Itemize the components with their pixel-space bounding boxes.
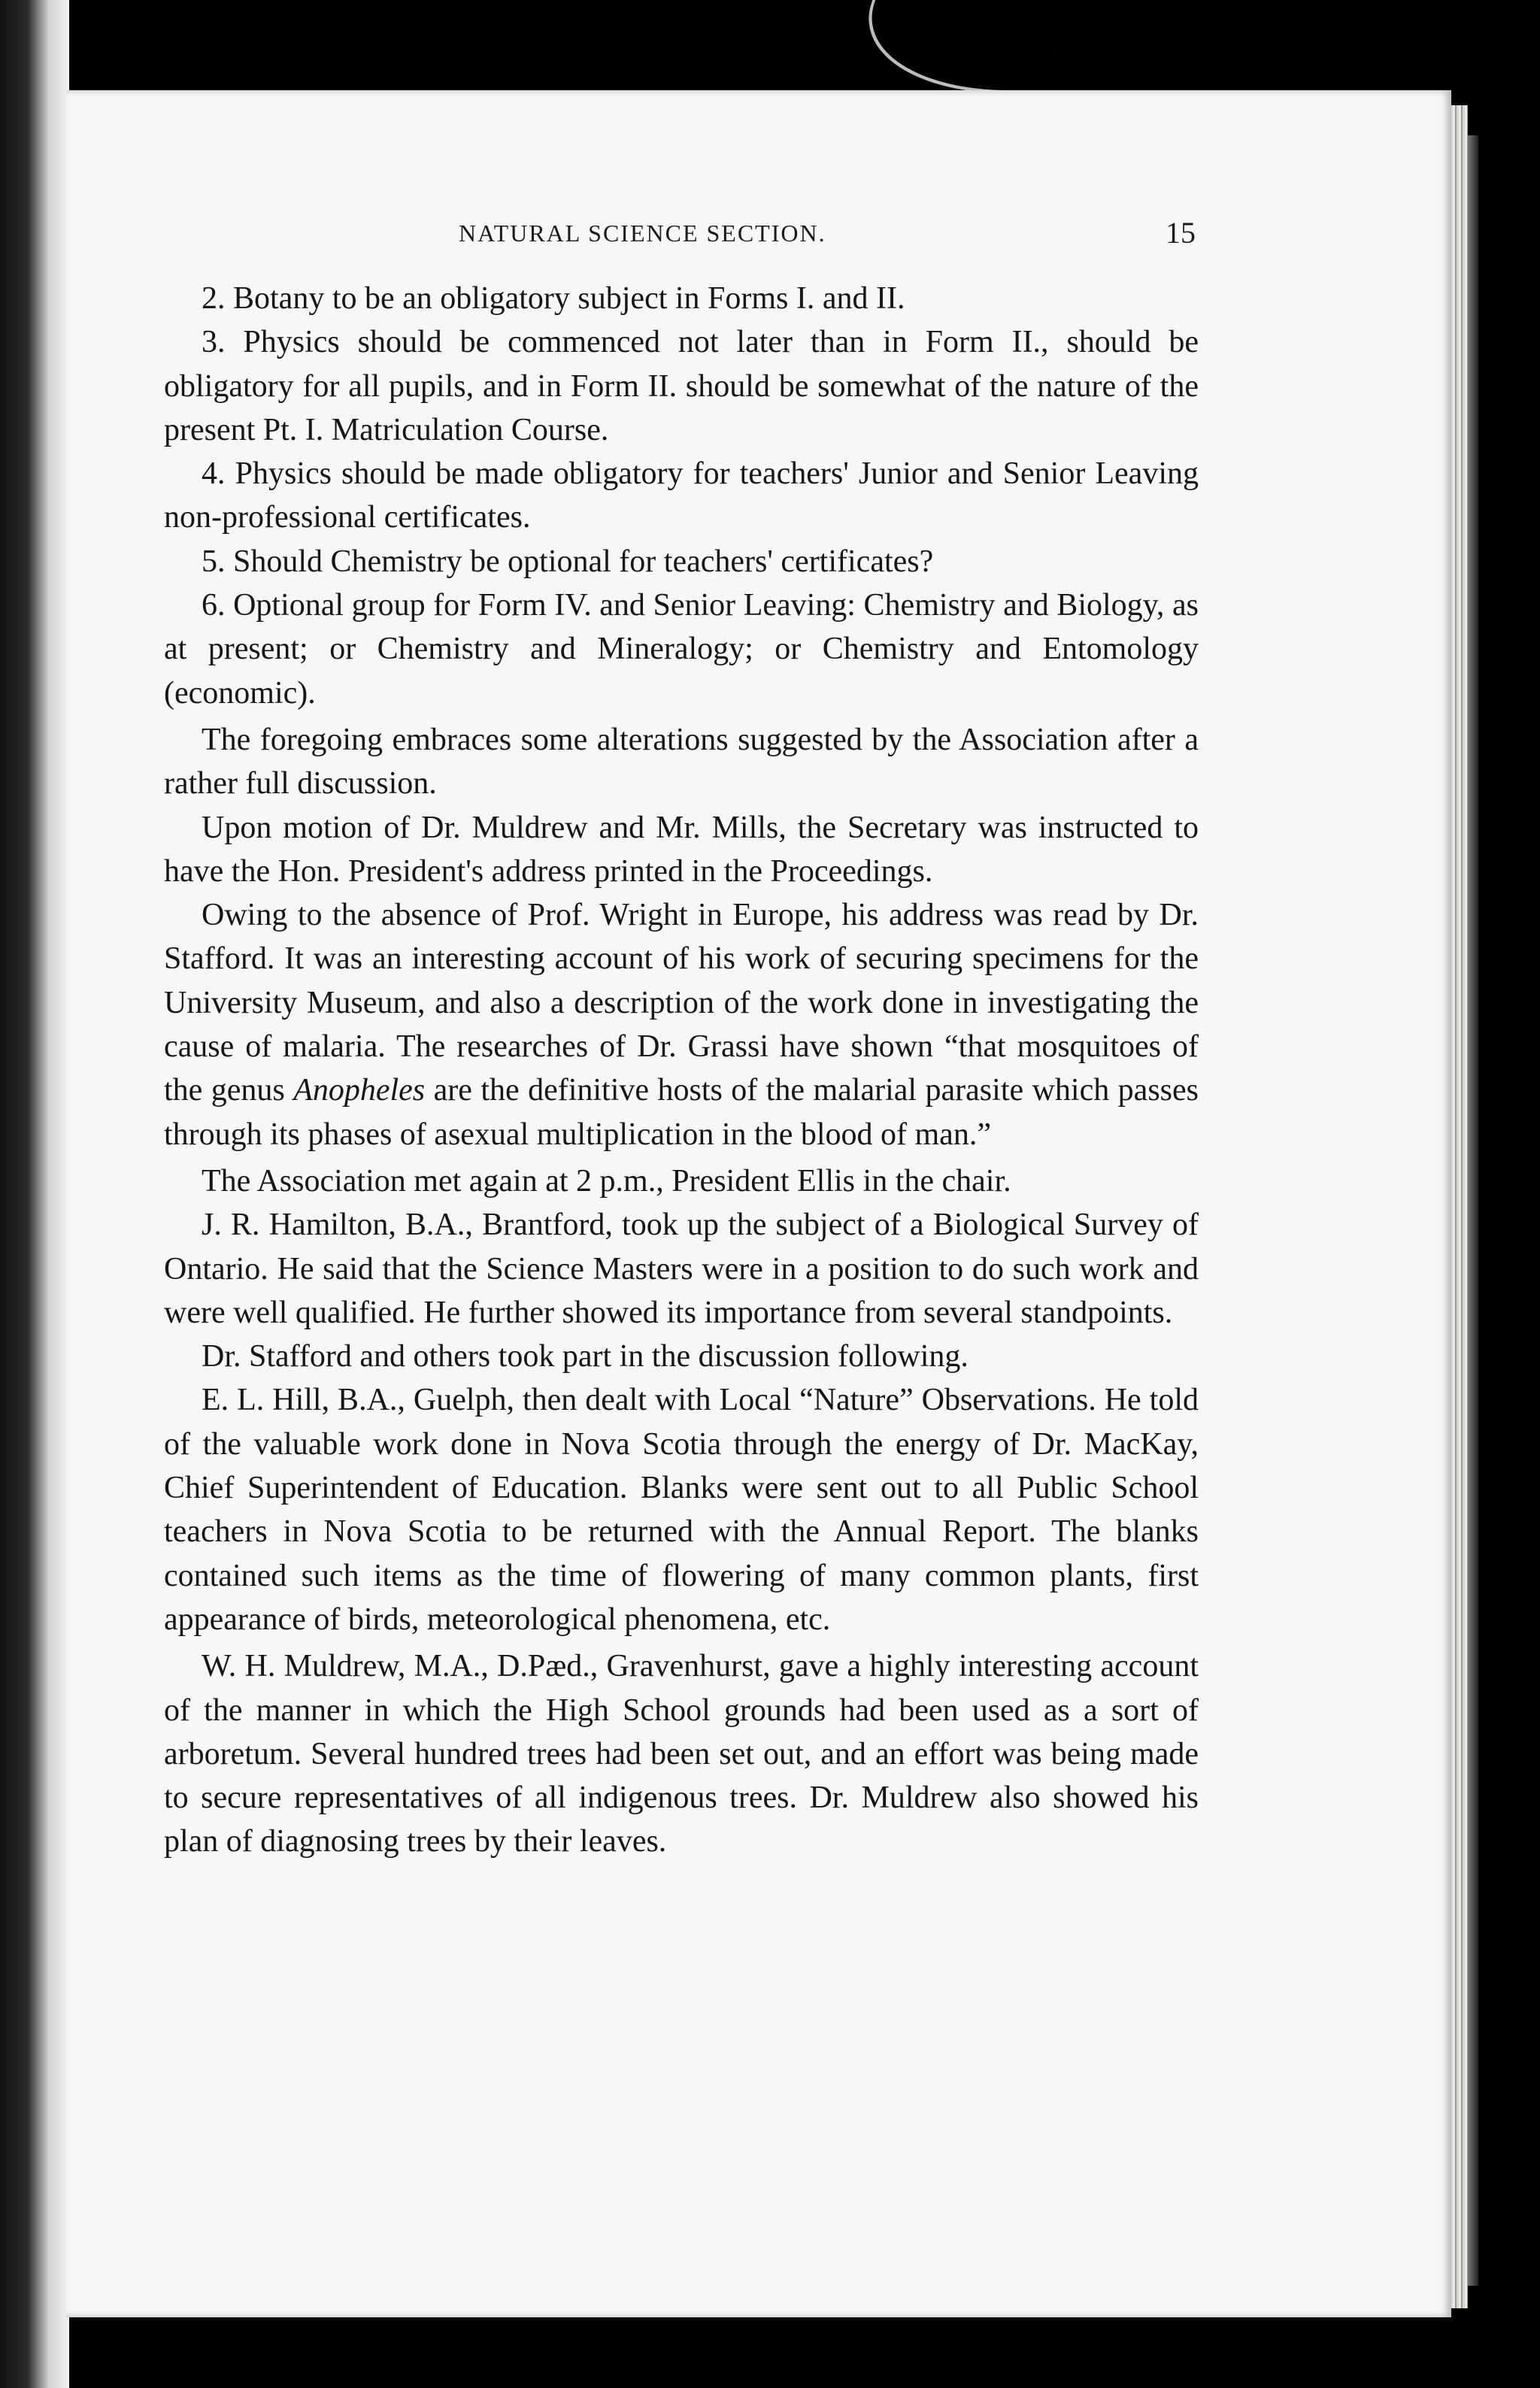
ribbon-marker	[842, 0, 1071, 93]
paragraph-discussion: Dr. Stafford and others took part in the discussion following.	[202, 1339, 969, 1374]
paragraph-wright-text-end: are the definitive hosts of the malarial parasite which passes through its phases of asexual multiplication in the blood of man.”	[164, 1073, 1199, 1152]
list-item-physics-commenced: 3. Physics should be commenced not later than in Form II., should be obligatory for all pupils, and in Form II. should be somewhat of the nature of the present Pt. I. Matriculation Course.	[164, 325, 1199, 447]
list-item-botany: 2. Botany to be an obligatory subject in Forms I. and II.	[202, 281, 905, 316]
paragraph-afternoon-session: The Association met again at 2 p.m., President Ellis in the chair.	[202, 1163, 1011, 1199]
list-item-physics-obligatory: 4. Physics should be made obligatory for teachers' Junior and Senior Leaving non-professional certificates.	[164, 456, 1199, 535]
paragraph-wright-address	[164, 893, 1199, 1156]
paragraph-motion: Upon motion of Dr. Muldrew and Mr. Mills, the Secretary was instructed to have the Hon. President's address printed in the Proceedings.	[164, 810, 1199, 889]
paragraph-wright-text: Owing to the absence of Prof. Wright in Europe, his address was read by Dr. Stafford. It was an interesting account of his work of securing specimens for the University Museum, and also a description of the work done in investigating the cause of malaria. The researches of Dr. Grassi have shown “that mosquitoes of the genus	[164, 898, 1199, 1108]
book-fore-edge-shadow	[1468, 135, 1478, 2286]
paragraph-muldrew: W. H. Muldrew, M.A., D.Pæd., Gravenhurst, gave a highly interesting account of the manner in which the High School grounds had been used as a sort of arboretum. Several hundred trees had been set out, and an effort was being made to secure representatives of all indigenous trees. Dr. Muldrew also showed his plan of diagnosing trees by their leaves.	[164, 1649, 1199, 1859]
list-item-chemistry-optional: 5. Should Chemistry be optional for teachers' certificates?	[202, 544, 934, 579]
page-number: 15	[1166, 216, 1196, 250]
running-head: NATURAL SCIENCE SECTION.	[459, 220, 826, 247]
book-gutter-shadow	[0, 0, 69, 2388]
genus-name: Anopheles	[293, 1073, 426, 1108]
list-item-optional-group: 6. Optional group for Form IV. and Senior Leaving: Chemistry and Biology, as at present; or Chemistry and Mineralogy; or Chemistry and Entomology (economic).	[164, 588, 1199, 711]
paragraph-hamilton: J. R. Hamilton, B.A., Brantford, took up the subject of a Biological Survey of Ontario. He said that the Science Masters were in a position to do such work and were well qualified. He further showed its importance from several standpoints.	[164, 1208, 1199, 1330]
paragraph-foregoing: The foregoing embraces some alterations suggested by the Association after a rather full discussion.	[164, 722, 1199, 802]
page-header	[173, 216, 1196, 257]
page-body	[164, 277, 1199, 1864]
paragraph-hill: E. L. Hill, B.A., Guelph, then dealt with Local “Nature” Observations. He told of the valuable work done in Nova Scotia through the energy of Dr. MacKay, Chief Superintendent of Education. Blanks were sent out to all Public School teachers in Nova Scotia to be returned with the Annual Report. The blanks contained such items as the time of flowering of many common plants, first appearance of birds, meteorological phenomena, etc.	[164, 1383, 1199, 1637]
